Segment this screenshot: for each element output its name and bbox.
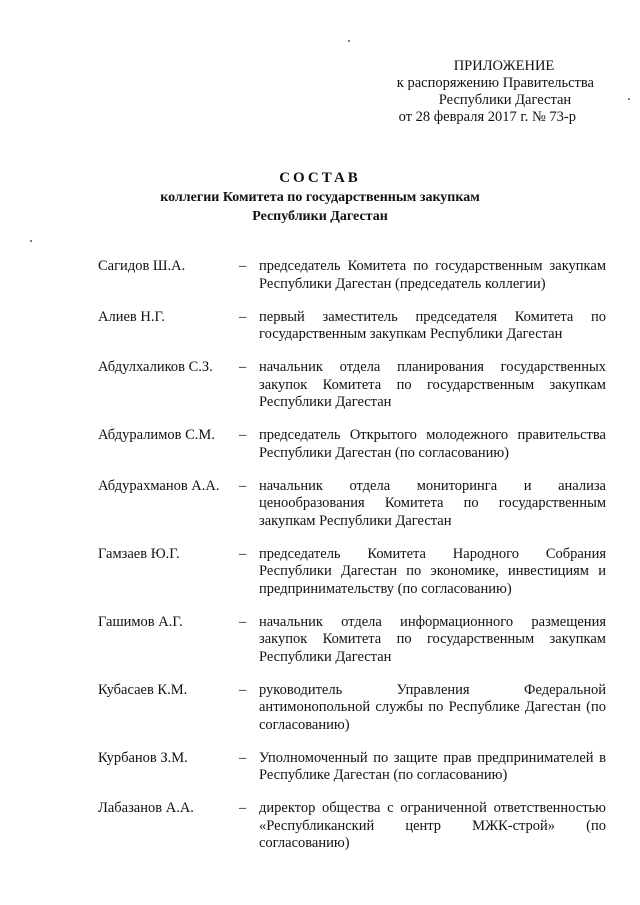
- heading-subtitle-line1: коллегии Комитета по государственным закупкам: [160, 190, 480, 205]
- member-entry: [98, 546, 606, 599]
- member-dash: –: [239, 800, 247, 816]
- member-dash: –: [239, 477, 247, 494]
- member-name: Абдурахманов А.А.: [98, 477, 220, 494]
- member-role: председатель Открытого молодежного правительства Республики Дагестан (по согласованию): [259, 427, 606, 461]
- member-role: председатель Комитета по государственным закупкам Республики Дагестан (председатель коллегии): [259, 258, 606, 292]
- member-entry: [98, 427, 606, 462]
- member-name: Курбанов З.М.: [98, 749, 188, 766]
- member-name: Абдулхаликов С.З.: [98, 359, 213, 375]
- member-entry: [98, 800, 606, 853]
- member-role: директор общества с ограниченной ответственностью «Республиканский центр МЖК-строй» (по согласованию): [259, 800, 606, 851]
- member-name: Сагидов Ш.А.: [98, 258, 186, 274]
- appendix-title: ПРИЛОЖЕНИЕ: [453, 58, 555, 74]
- members-list: [98, 258, 606, 868]
- scan-speck: [30, 240, 32, 242]
- member-name: Гамзаев Ю.Г.: [98, 545, 180, 562]
- member-name: Гашимов А.Г.: [98, 613, 183, 630]
- member-name: Алиев Н.Г.: [98, 308, 165, 325]
- member-name: Лабазанов А.А.: [98, 800, 194, 816]
- member-dash: –: [239, 749, 247, 766]
- member-entry: [98, 750, 606, 785]
- member-role: Уполномоченный по защите прав предпринимателей в Республике Дагестан (по согласованию): [259, 749, 606, 783]
- member-name: Абдуралимов С.М.: [98, 427, 215, 443]
- member-name: Кубасаев К.М.: [98, 681, 188, 698]
- member-dash: –: [239, 427, 247, 443]
- member-role: председатель Комитета Народного Собрания Республики Дагестан по экономике, инвестициям и предпринимательству (по согласованию): [259, 545, 606, 597]
- member-role: начальник отдела информационного размещения закупок Комитета по государственным закупкам Республики Дагестан: [259, 613, 606, 665]
- appendix-republic: Республики Дагестан: [438, 92, 572, 108]
- member-entry: [98, 682, 606, 735]
- member-role: начальник отдела мониторинга и анализа ценообразования Комитета по государственным закупкам Республики Дагестан: [259, 477, 606, 529]
- member-entry: [98, 478, 606, 531]
- appendix-block: [370, 58, 600, 126]
- member-role: первый заместитель председателя Комитета по государственным закупкам Республики Дагестан: [259, 308, 606, 342]
- document-heading: [100, 168, 540, 226]
- member-dash: –: [239, 681, 247, 698]
- heading-subtitle-line2: Республики Дагестан: [252, 209, 388, 224]
- member-role: начальник отдела планирования государственных закупок Комитета по государственным закупкам Республики Дагестан: [259, 359, 606, 410]
- member-entry: [98, 614, 606, 667]
- member-dash: –: [239, 545, 247, 562]
- member-dash: –: [239, 258, 247, 274]
- heading-title: СОСТАВ: [279, 170, 361, 186]
- member-role: руководитель Управления Федеральной антимонопольной службы по Республике Дагестан (по согласованию): [259, 681, 606, 733]
- scan-speck: [348, 40, 350, 42]
- member-dash: –: [239, 308, 247, 325]
- scan-speck: [628, 98, 630, 100]
- member-entry: [98, 258, 606, 293]
- member-dash: –: [239, 613, 247, 630]
- appendix-order-ref: к распоряжению Правительства: [396, 75, 594, 91]
- member-entry: [98, 359, 606, 412]
- member-dash: –: [239, 359, 247, 375]
- appendix-date-number: от 28 февраля 2017 г. № 73-р: [398, 109, 576, 125]
- member-entry: [98, 309, 606, 344]
